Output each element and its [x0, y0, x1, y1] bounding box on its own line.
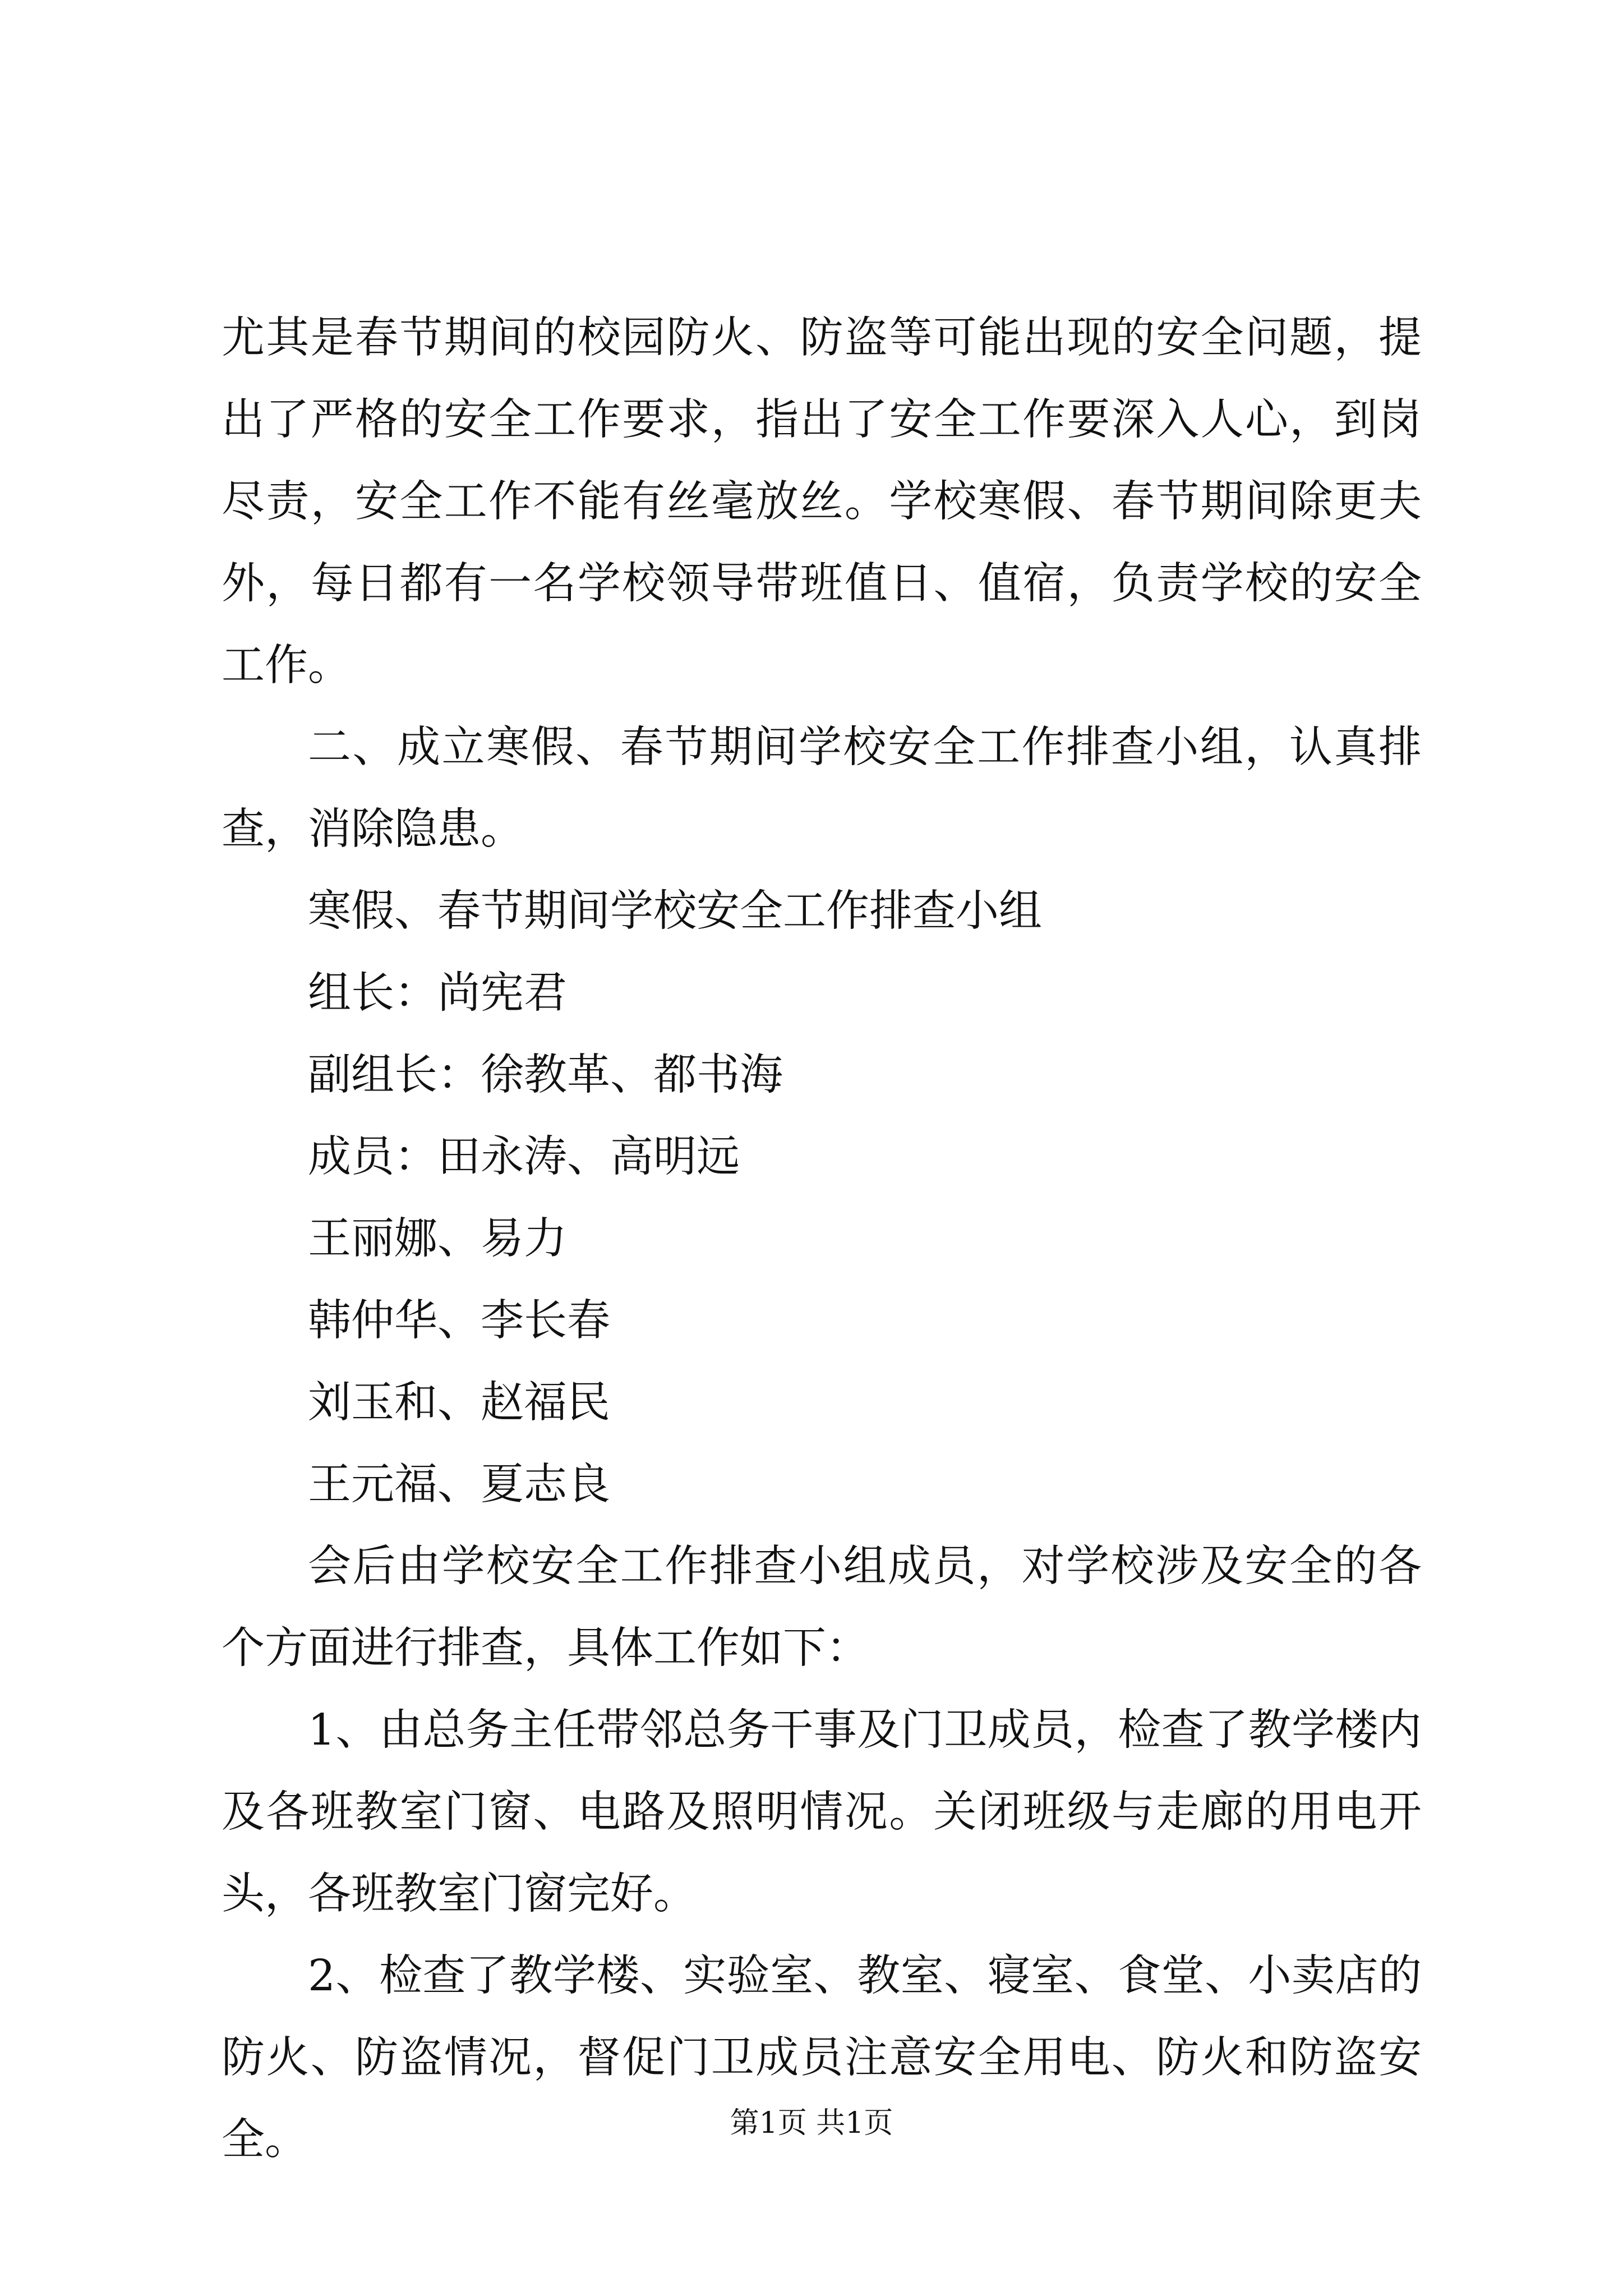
paragraph: 2、检查了教学楼、实验室、教室、寝室、食堂、小卖店的防火、防盗情况，督促门卫成员注意安全用电、防火和防盗安全。	[222, 1951, 1422, 2165]
paragraph: 成员：田永涛、高明远	[308, 1132, 740, 1182]
paragraph: 会后由学校安全工作排查小组成员，对学校涉及安全的各个方面进行排查，具体工作如下：	[222, 1542, 1422, 1673]
paragraph: 二、成立寒假、春节期间学校安全工作排查小组，认真排查，消除隐患。	[222, 723, 1422, 854]
paragraph: 寒假、春节期间学校安全工作排查小组	[308, 886, 1042, 936]
page-footer: 第1页 共1页	[730, 2106, 893, 2140]
paragraph: 副组长：徐教革、都书海	[308, 1050, 783, 1100]
document-body	[222, 297, 1422, 2181]
paragraph: 韩仲华、李长春	[308, 1296, 610, 1346]
paragraph: 组长：尚宪君	[308, 968, 567, 1018]
paragraph: 刘玉和、赵福民	[308, 1378, 610, 1428]
paragraph: 1、由总务主任带邻总务干事及门卫成员，检查了教学楼内及各班教室门窗、电路及照明情况。关闭班级与走廊的用电开头，各班教室门窗完好。	[222, 1705, 1422, 1919]
paragraph: 尤其是春节期间的校园防火、防盗等可能出现的安全问题，提出了严格的安全工作要求，指出了安全工作要深入人心，到岗尽责，安全工作不能有丝毫放丝。学校寒假、春节期间除更夫外，每日都有一名学校领导带班值日、值宿，负责学校的安全工作。	[222, 313, 1422, 691]
paragraph: 王元福、夏志良	[308, 1460, 610, 1510]
paragraph: 王丽娜、易力	[308, 1214, 567, 1264]
